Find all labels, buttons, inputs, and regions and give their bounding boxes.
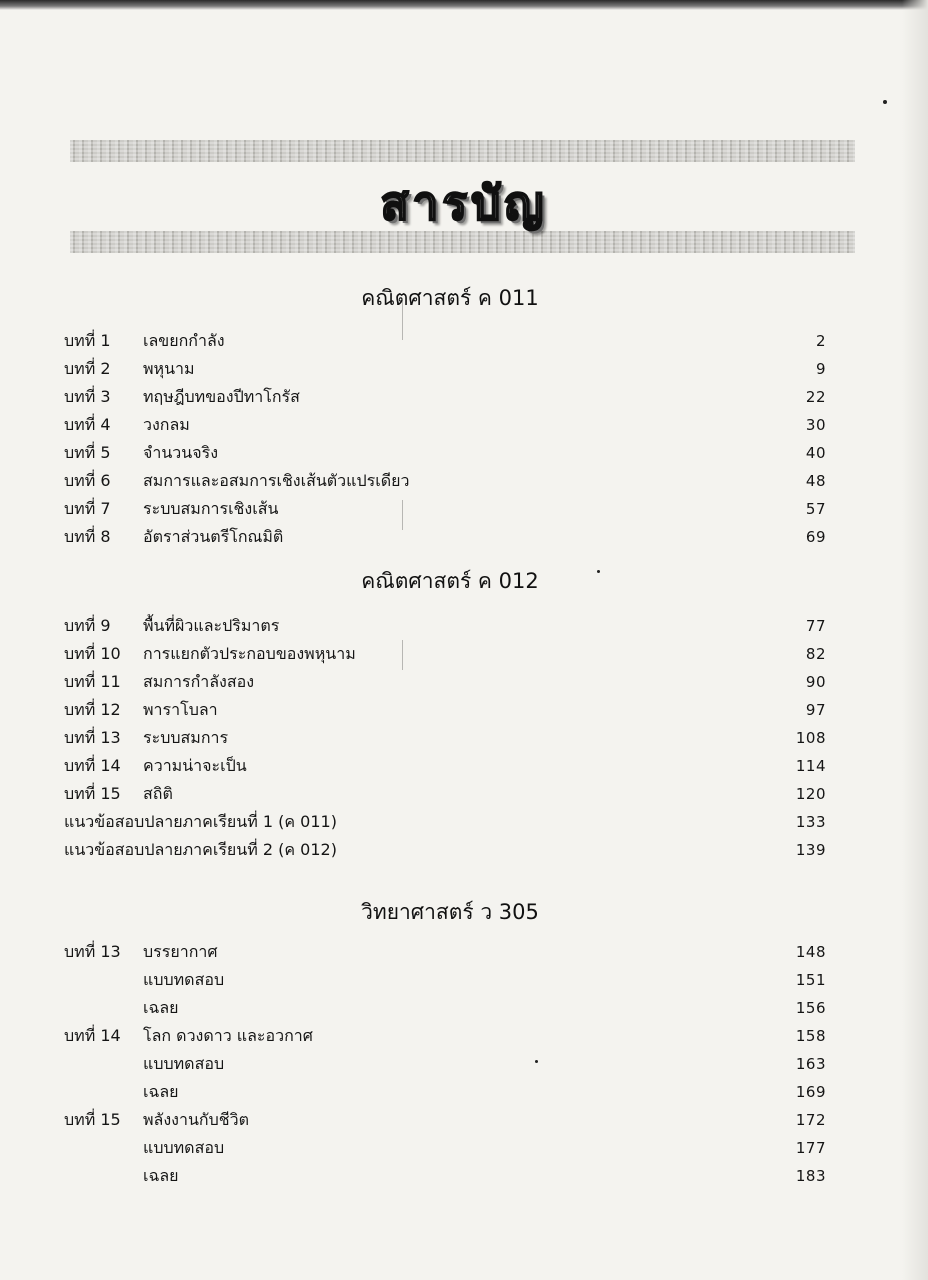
toc-entry bbox=[64, 1134, 826, 1162]
chapter-title: โลก ดวงดาว และอวกาศ bbox=[143, 1026, 313, 1045]
chapter-title: เฉลย bbox=[143, 1166, 179, 1185]
toc-entry bbox=[64, 355, 826, 383]
page-number: 120 bbox=[795, 785, 826, 803]
toc-entry bbox=[64, 780, 826, 808]
page-number: 151 bbox=[795, 971, 826, 989]
toc-entry bbox=[64, 1050, 826, 1078]
toc-entry bbox=[64, 1162, 826, 1190]
page-number: 133 bbox=[795, 813, 826, 831]
chapter-title: เฉลย bbox=[143, 1082, 179, 1101]
chapter-title: พหุนาม bbox=[143, 359, 195, 378]
chapter-title: สถิติ bbox=[143, 784, 173, 803]
page-number: 177 bbox=[795, 1139, 826, 1157]
page-number: 139 bbox=[795, 841, 826, 859]
chapter-label: บทที่ 5 bbox=[64, 443, 111, 462]
chapter-title: สมการกำลังสอง bbox=[143, 672, 255, 691]
toc-entry bbox=[64, 752, 826, 780]
toc-entry bbox=[64, 966, 826, 994]
scan-right-edge bbox=[902, 0, 928, 1280]
chapter-title: ระบบสมการ bbox=[143, 728, 229, 747]
chapter-label: บทที่ 1 bbox=[64, 331, 111, 350]
page-number: 108 bbox=[795, 729, 826, 747]
exam-title: แนวข้อสอบปลายภาคเรียนที่ 2 (ค 012) bbox=[64, 840, 337, 859]
toc-entry bbox=[64, 668, 826, 696]
section-heading: วิทยาศาสตร์ ว 305 bbox=[361, 900, 539, 924]
chapter-title: เฉลย bbox=[143, 998, 179, 1017]
chapter-title: บรรยากาศ bbox=[143, 942, 218, 961]
page-number: 169 bbox=[795, 1083, 826, 1101]
toc-entry bbox=[64, 495, 826, 523]
chapter-label: บทที่ 8 bbox=[64, 527, 111, 546]
page-number: 158 bbox=[795, 1027, 826, 1045]
chapter-title: จำนวนจริง bbox=[143, 443, 218, 462]
chapter-title: เลขยกกำลัง bbox=[143, 331, 225, 350]
toc-entry bbox=[64, 327, 826, 355]
toc-exam-entry bbox=[64, 808, 826, 836]
toc-entry bbox=[64, 938, 826, 966]
page-number: 57 bbox=[805, 500, 826, 518]
chapter-title: แบบทดสอบ bbox=[143, 1054, 225, 1073]
page-number: 114 bbox=[795, 757, 826, 775]
chapter-label: บทที่ 2 bbox=[64, 359, 111, 378]
chapter-title: วงกลม bbox=[143, 415, 190, 434]
page-number: 172 bbox=[795, 1111, 826, 1129]
page-number: 48 bbox=[805, 472, 826, 490]
toc-entry bbox=[64, 640, 826, 668]
page-number: 30 bbox=[805, 416, 826, 434]
chapter-label: บทที่ 7 bbox=[64, 499, 111, 518]
page-number: 2 bbox=[815, 332, 826, 350]
page-title: สารบัญ bbox=[380, 176, 548, 230]
chapter-title: พลังงานกับชีวิต bbox=[143, 1110, 249, 1129]
chapter-title: พื้นที่ผิวและปริมาตร bbox=[143, 616, 280, 635]
chapter-label: บทที่ 12 bbox=[64, 700, 121, 719]
page-number: 148 bbox=[795, 943, 826, 961]
page-number: 40 bbox=[805, 444, 826, 462]
scan-top-edge bbox=[0, 0, 928, 10]
toc-entry bbox=[64, 1022, 826, 1050]
section-heading: คณิตศาสตร์ ค 011 bbox=[361, 286, 539, 310]
toc-entry bbox=[64, 612, 826, 640]
toc-entry bbox=[64, 411, 826, 439]
page-number: 163 bbox=[795, 1055, 826, 1073]
chapter-label: บทที่ 13 bbox=[64, 728, 121, 747]
exam-title: แนวข้อสอบปลายภาคเรียนที่ 1 (ค 011) bbox=[64, 812, 337, 831]
page-number: 9 bbox=[815, 360, 826, 378]
toc-entry bbox=[64, 1106, 826, 1134]
toc-entry bbox=[64, 724, 826, 752]
toc-entry bbox=[64, 383, 826, 411]
chapter-label: บทที่ 15 bbox=[64, 1110, 121, 1129]
toc-entry bbox=[64, 994, 826, 1022]
toc-entry bbox=[64, 523, 826, 551]
page-number: 69 bbox=[805, 528, 826, 546]
chapter-label: บทที่ 3 bbox=[64, 387, 111, 406]
page-number: 90 bbox=[805, 673, 826, 691]
chapter-label: บทที่ 15 bbox=[64, 784, 121, 803]
chapter-label: บทที่ 14 bbox=[64, 756, 121, 775]
title-band-top bbox=[70, 140, 855, 162]
chapter-label: บทที่ 4 bbox=[64, 415, 111, 434]
page-number: 82 bbox=[805, 645, 826, 663]
chapter-title: ความน่าจะเป็น bbox=[143, 756, 247, 775]
page-number: 156 bbox=[795, 999, 826, 1017]
chapter-title: สมการและอสมการเชิงเส้นตัวแปรเดียว bbox=[143, 471, 410, 490]
chapter-title: อัตราส่วนตรีโกณมิติ bbox=[143, 527, 284, 546]
page-number: 183 bbox=[795, 1167, 826, 1185]
chapter-title: พาราโบลา bbox=[143, 700, 218, 719]
page-number: 97 bbox=[805, 701, 826, 719]
chapter-title: แบบทดสอบ bbox=[143, 1138, 225, 1157]
toc-entry bbox=[64, 439, 826, 467]
toc-entry bbox=[64, 696, 826, 724]
section-heading: คณิตศาสตร์ ค 012 bbox=[361, 569, 539, 593]
chapter-label: บทที่ 9 bbox=[64, 616, 111, 635]
speck bbox=[883, 100, 887, 104]
chapter-label: บทที่ 13 bbox=[64, 942, 121, 961]
toc-entry bbox=[64, 1078, 826, 1106]
chapter-label: บทที่ 14 bbox=[64, 1026, 121, 1045]
chapter-title: การแยกตัวประกอบของพหุนาม bbox=[143, 644, 356, 663]
chapter-label: บทที่ 6 bbox=[64, 471, 111, 490]
chapter-label: บทที่ 11 bbox=[64, 672, 121, 691]
page-number: 77 bbox=[805, 617, 826, 635]
chapter-label: บทที่ 10 bbox=[64, 644, 121, 663]
toc-entry bbox=[64, 467, 826, 495]
chapter-title: ทฤษฎีบทของปีทาโกรัส bbox=[143, 387, 300, 406]
chapter-title: ระบบสมการเชิงเส้น bbox=[143, 499, 279, 518]
chapter-title: แบบทดสอบ bbox=[143, 970, 225, 989]
toc-exam-entry bbox=[64, 836, 826, 864]
page-number: 22 bbox=[805, 388, 826, 406]
